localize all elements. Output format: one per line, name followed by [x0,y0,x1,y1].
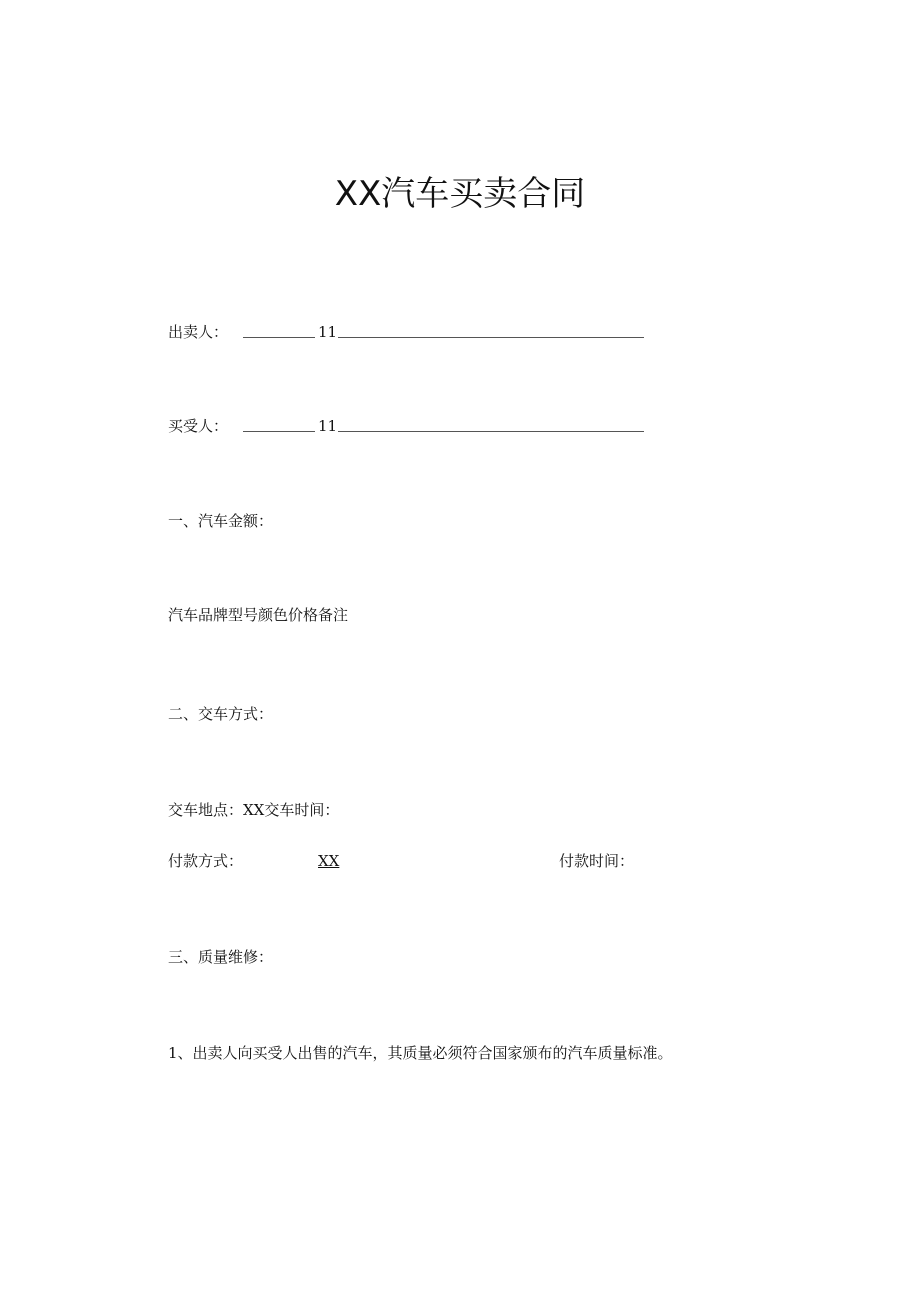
payment-value: XX [318,852,340,870]
buyer-blank-line [243,431,315,432]
payment-label: 付款方式： [168,852,244,870]
seller-value: 11 [318,323,338,341]
delivery-line: 交车地点：XX交车时间： [168,801,340,819]
section1-heading: 一、汽车金额： [168,512,274,530]
payment-row [168,850,648,872]
buyer-blank-line-long [338,431,644,432]
seller-row [168,321,648,343]
price-table-header: 汽车品牌型号颜色价格备注 [168,606,349,624]
document-title: XX汽车买卖合同 [334,174,586,214]
seller-blank-line [243,337,315,338]
seller-blank-line-long [338,337,644,338]
section3-heading: 三、质量维修： [168,948,274,966]
quality-clause-1: 1、出卖人向买受人出售的汽车，其质量必须符合国家颁布的汽车质量标准。 [168,1044,673,1062]
seller-label: 出卖人： [168,323,229,341]
section2-heading: 二、交车方式： [168,705,274,723]
buyer-label: 买受人： [168,417,229,435]
payment-time-label: 付款时间： [559,852,635,870]
buyer-value: 11 [318,417,338,435]
buyer-row [168,415,648,437]
